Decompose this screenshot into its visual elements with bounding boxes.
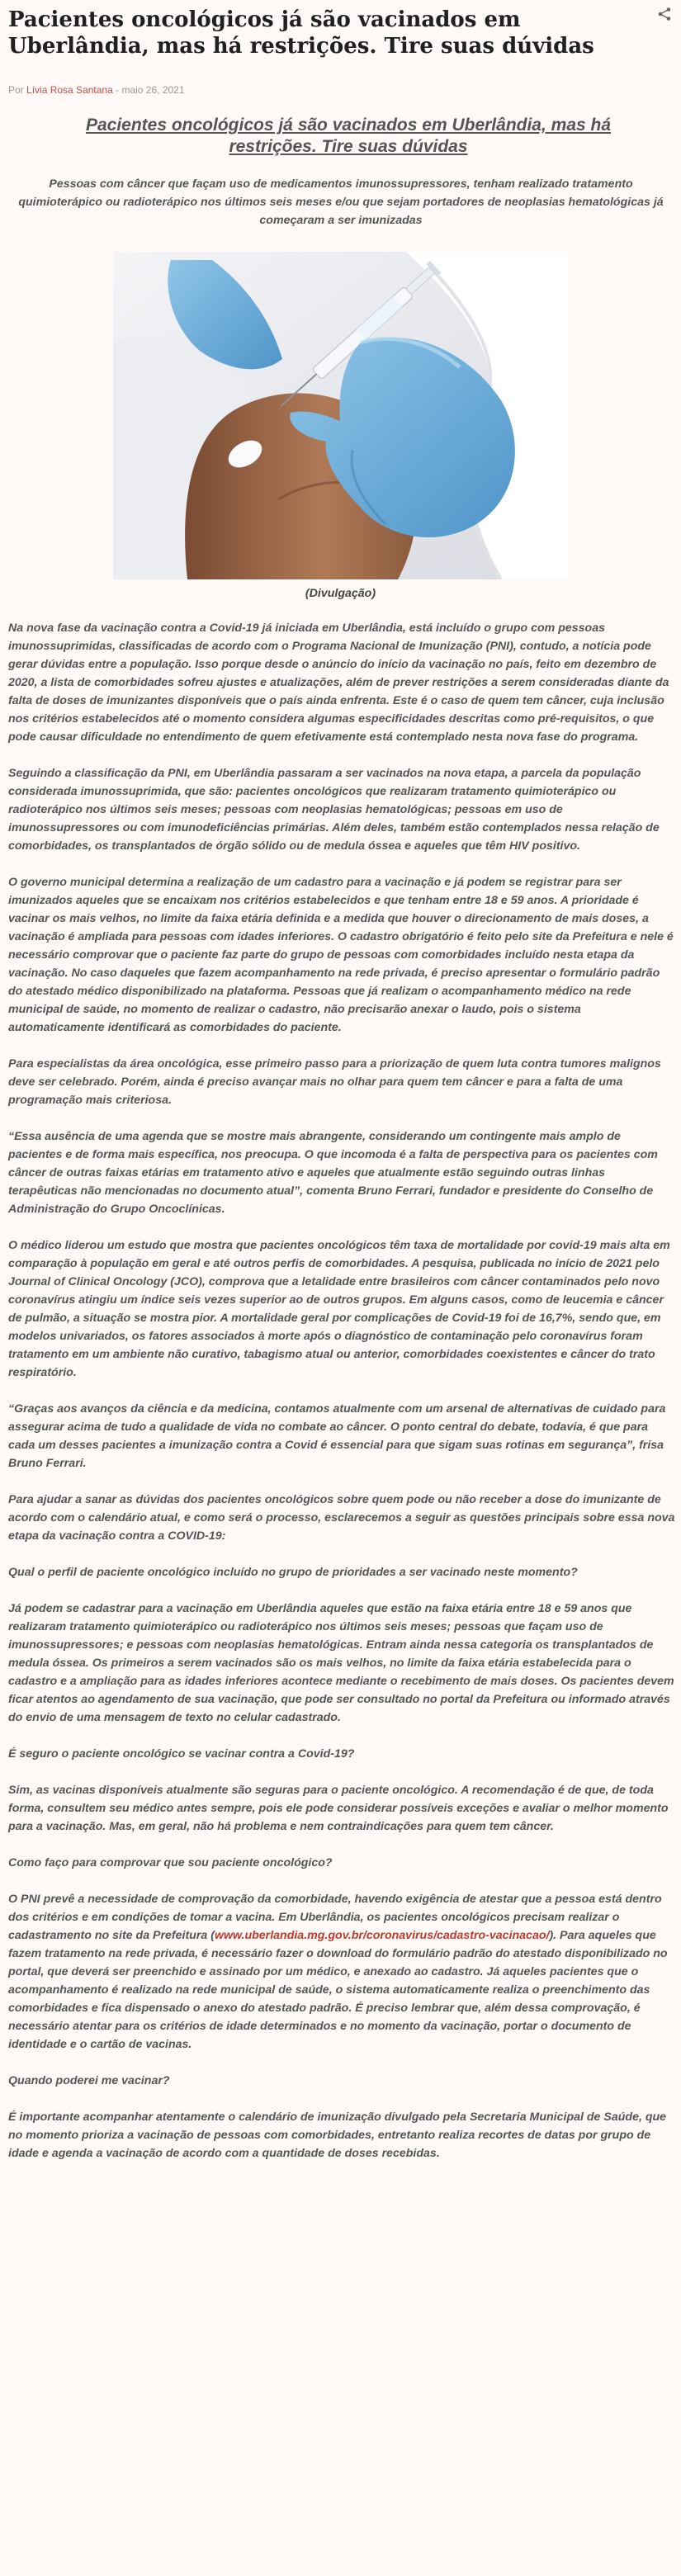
question: Quando poderei me vacinar? [8, 2074, 170, 2087]
image-caption: (Divulgação) [305, 587, 376, 600]
article-body [8, 619, 675, 2181]
paragraph: O governo municipal determina a realização de um cadastro para a vacinação e já podem se registrar para ser imunizados aqueles que se encaixam nos critérios estabelecidos e que tenham entre 18 e 59 anos. A prioridade é vacinar os mais velhos, no limite da faixa etária definida e a medida que houver o direcionamento de mais doses, a vacinação é ampliada para pessoas com idades inferiores. O cadastro obrigatório é feito pelo site da Prefeitura e nele é necessário comprovar que o paciente faz parte do grupo de pessoas com comorbidades incluído nesta etapa da vacinação. No caso daqueles que fazem acompanhamento na rede privada, é preciso apresentar o formulário padrão do atestado médico disponibilizado na plataforma. Pessoas que já realizam o acompanhamento médico na rede municipal de saúde, no momento de realizar o cadastro, não precisarão anexar o laudo, pois o sistema automaticamente identificará as comorbidades do paciente. [8, 876, 674, 1034]
vaccination-photo [113, 252, 568, 579]
paragraph: Na nova fase da vacinação contra a Covid-19 já iniciada em Uberlândia, está incluído o grupo com pessoas imunossuprimidas, classificadas de acordo com o Programa Nacional de Imunização (PNI), contudo, a notícia pode gerar dúvidas entre a população. Isso porque desde o anúncio do início da vacinação no país, feito em dezembro de 2020, a lista de comorbidades sofreu ajustes e atualizações, além de prever restrições a serem consideradas diante da falta de doses de imunizantes disponíveis que o país ainda enfrenta. Este é o caso de quem tem câncer, cuja inclusão nos critérios estabelecidos até o momento considera algumas especificidades descritas como pré-requisitos, o que pode causar dificuldade no entendimento de quem efetivamente está contemplado nesta nova fase do programa. [8, 622, 669, 744]
paragraph: O médico liderou um estudo que mostra que pacientes oncológicos têm taxa de mortalidade por covid-19 mais alta em comparação à população em geral e até outros perfis de comorbidades. A pesquisa, publicada no início de 2021 pelo Journal of Clinical Oncology (JCO), comprova que a letalidade entre brasileiros com câncer contaminados pelo novo coronavírus atingiu um índice seis vezes superior ao de outros grupos. Em alguns casos, como de leucemia e câncer de pulmão, a situação se mostra pior. A mortalidade geral por complicações de Covid-19 foi de 16,7%, sendo que, em modelos univariados, os fatores associados à morte após o diagnóstico de contaminação pelo coronavírus foram tratamento em um ambiente não curativo, tabagismo atual ou anterior, comorbidades coexistentes e câncer do trato respiratório. [8, 1239, 670, 1379]
byline-prefix: Por [8, 84, 24, 96]
article-lead: Pessoas com câncer que façam uso de medicamentos imunossupressores, tenham realizado tratamento quimioterápico ou radioterápico nos últimos seis meses e/ou que sejam portadores de neoplasias hematológicas já começaram a ser imunizadas [18, 177, 664, 227]
paragraph: “Graças aos avanços da ciência e da medicina, contamos atualmente com um arsenal de alternativas de cuidado para assegurar acima de tudo a qualidade de vida no combate ao câncer. O ponto central do debate, todavia, é que para cada um desses pacientes a imunização contra a Covid é essencial para que sigam suas rotinas em segurança”, frisa Bruno Ferrari. [8, 1402, 666, 1470]
page-title: Pacientes oncológicos já são vacinados em Uberlândia, mas há restrições. Tire suas dúvidas [8, 7, 594, 59]
paragraph: Seguindo a classificação da PNI, em Uberlândia passaram a ser vacinados na nova etapa, a parcela da população considerada imunossuprimida, que são: pacientes oncológicos que realizaram tratamento quimioterápico ou radioterápico nos últimos seis meses; pessoas com neoplasias hematológicas; pessoas em uso de imunossupressores ou com imunodeficiências primárias. Além deles, também estão contemplados nessa relação de comorbidades, os transplantados de órgão sólido ou de medula óssea e aqueles que têm HIV positivo. [8, 767, 660, 853]
paragraph: Para ajudar a sanar as dúvidas dos pacientes oncológicos sobre quem pode ou não receber a dose do imunizante de acordo com o calendário atual, e como será o processo, esclarecemos a seguir as questões principais sobre essa nova etapa da vacinação contra a COVID-19: [8, 1493, 675, 1543]
paragraph: É importante acompanhar atentamente o calendário de imunização divulgado pela Secretaria Municipal de Saúde, que no momento prioriza a vacinação de pessoas com comorbidades, entretanto realiza recortes de datas por grupo de idade e agenda a vacinação de acordo com a quantidade de doses recebidas. [8, 2110, 667, 2160]
paragraph: “Essa ausência de uma agenda que se mostre mais abrangente, considerando um contingente mais amplo de pacientes e de forma mais específica, nos preocupa. O que incomoda é a falta de perspectiva para os pacientes com câncer de outras faixas etárias em tratamento ativo e aqueles que atualmente estão seguindo outras linhas terapêuticas não mencionadas no documento atual”, comenta Bruno Ferrari, fundador e presidente do Conselho de Administração do Grupo Oncoclínicas. [8, 1130, 658, 1216]
question: Como faço para comprovar que sou paciente oncológico? [8, 1856, 333, 1869]
post-date: - maio 26, 2021 [116, 84, 185, 96]
paragraph: Para especialistas da área oncológica, esse primeiro passo para a priorização de quem luta contra tumores malignos deve ser celebrado. Porém, ainda é preciso avançar mais no olhar para quem tem câncer e para a falta de uma programação mais criteriosa. [8, 1057, 661, 1107]
share-icon[interactable] [657, 7, 672, 21]
prefeitura-link[interactable]: www.uberlandia.mg.gov.br/coronavirus/cadastro-vacinacao/ [214, 1929, 550, 1942]
question: É seguro o paciente oncológico se vacinar contra a Covid-19? [8, 1747, 355, 1761]
paragraph-text: O PNI prevê a necessidade de comprovação da comorbidade, havendo exigência de atestar que a pessoa está dentro dos critérios e em condições de tomar a vacina. Em Uberlândia, os pacientes oncológicos precisam realizar o cadastramento no site da Prefeitura ( [8, 1893, 662, 1942]
article-subtitle: Pacientes oncológicos já são vacinados em Uberlândia, mas há restrições. Tire suas dúvidas [85, 116, 612, 156]
author-link[interactable]: Lívia Rosa Santana [26, 84, 113, 96]
paragraph-text: ). Para aqueles que fazem tratamento na rede privada, é necessário fazer o download do formulário padrão do atestado disponibilizado no portal, que deverá ser preenchido e assinado por um médico, e anexado ao cadastro. Já aqueles pacientes que o acompanhamento é realizado na rede municipal de saúde, o sistema automaticamente realiza o preenchimento das comorbidades e fica dispensado o anexo do atestado padrão. É preciso lembrar que, além dessa comprovação, é necessário atentar para os critérios de idade determinados e no momento da vacinação, portar o documento de identidade e o cartão de vacinas. [8, 1929, 668, 2051]
byline [8, 83, 185, 97]
paragraph-with-link [8, 1890, 675, 2054]
paragraph: Já podem se cadastrar para a vacinação em Uberlândia aqueles que estão na faixa etária entre 18 e 59 anos que realizaram tratamento quimioterápico ou radioterápico nos últimos seis meses; pessoas que façam uso de imunossupressores; e pessoas com neoplasias hematológicas. Entram ainda nessa categoria os transplantados de medula óssea. Os primeiros a serem vacinados são os mais velhos, no limite da faixa etária estabelecida para o cadastro e a ampliação para as idades inferiores acontece mediante o recebimento de mais doses. Os pacientes devem ficar atentos ao agendamento de sua vacinação, que pode ser consultado no portal da Prefeitura ou informado através do envio de uma mensagem de texto no celular cadastrado. [8, 1602, 674, 1724]
question: Qual o perfil de paciente oncológico incluído no grupo de prioridades a ser vacinado neste momento? [8, 1566, 578, 1579]
paragraph: Sim, as vacinas disponíveis atualmente são seguras para o paciente oncológico. A recomendação é de que, de toda forma, consultem seu médico antes sempre, pois ele pode considerar possíveis exceções e avaliar o melhor momento para a vacinação. Mas, em geral, não há problema e nem contraindicações para quem tem câncer. [8, 1784, 669, 1833]
